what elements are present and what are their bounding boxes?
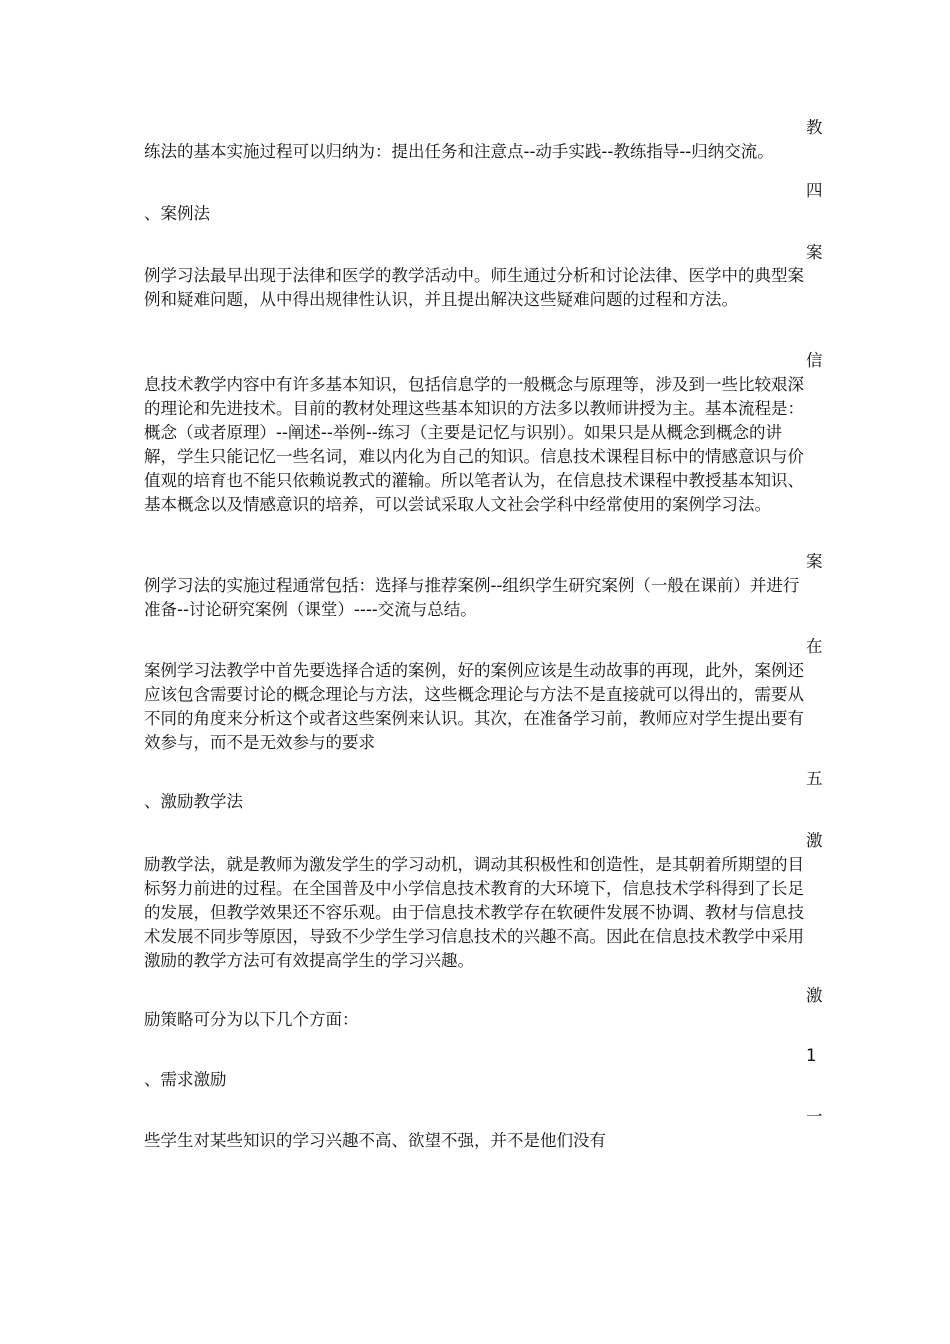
paragraph-lead-char: 四 [806, 181, 823, 200]
paragraph-lead-char: 激 [806, 831, 823, 850]
paragraph-lead-char: 1 [806, 1046, 817, 1065]
paragraph: 励策略可分为以下几个方面： [144, 1010, 359, 1029]
paragraph: 练法的基本实施过程可以归纳为：提出任务和注意点--动手实践--教练指导--归纳交流。 [144, 142, 774, 161]
paragraph: 例学习法最早出现于法律和医学的教学活动中。师生通过分析和讨论法律、医学中的典型案例和疑难问题，从中得出规律性认识，并且提出解决这些疑难问题的过程和方法。 [144, 266, 804, 309]
section-heading: 、案例法 [144, 204, 210, 223]
paragraph-lead-char: 五 [806, 769, 823, 788]
paragraph: 息技术教学内容中有许多基本知识，包括信息学的一般概念与原理等，涉及到一些比较艰深的理论和先进技术。目前的教材处理这些基本知识的方法多以教师讲授为主。基本流程是：概念（或者原理）--阐述--举例--练习（主要是记忆与识别）。如果只是从概念到概念的讲解，学生只能记忆一些名词，难以内化为自己的知识。信息技术课程目标中的情感意识与价值观的培育也不能只依赖说教式的灌输。所以笔者认为，在信息技术课程中教授基本知识、基本概念以及情感意识的培养，可以尝试采取人文社会学科中经常使用的案例学习法。 [144, 375, 804, 514]
paragraph-lead-char: 教 [806, 118, 823, 137]
section-heading: 、需求激励 [144, 1070, 227, 1089]
paragraph-lead-char: 案 [806, 552, 823, 571]
paragraph-lead-char: 在 [806, 637, 823, 656]
paragraph-lead-char: 案 [806, 243, 823, 262]
paragraph: 些学生对某些知识的学习兴趣不高、欲望不强，并不是他们没有 [144, 1131, 606, 1150]
paragraph-lead-char: 一 [806, 1107, 823, 1126]
section-heading: 、激励教学法 [144, 792, 243, 811]
paragraph: 励教学法，就是教师为激发学生的学习动机，调动其积极性和创造性，是其朝着所期望的目标努力前进的过程。在全国普及中小学信息技术教育的大环境下，信息技术学科得到了长足的发展，但教学效果还不容乐观。由于信息技术教学存在软硬件发展不协调、教材与信息技术发展不同步等原因，导致不少学生学习信息技术的兴趣不高。因此在信息技术教学中采用激励的教学方法可有效提高学生的学习兴趣。 [144, 855, 804, 970]
paragraph: 案例学习法教学中首先要选择合适的案例，好的案例应该是生动故事的再现，此外，案例还应该包含需要讨论的概念理论与方法，这些概念理论与方法不是直接就可以得出的，需要从不同的角度来分析这个或者这些案例来认识。其次，在准备学习前，教师应对学生提出要有效参与，而不是无效参与的要求 [144, 661, 804, 752]
paragraph: 例学习法的实施过程通常包括：选择与推荐案例--组织学生研究案例（一般在课前）并进行准备--讨论研究案例（课堂）----交流与总结。 [144, 576, 800, 619]
paragraph-lead-char: 激 [806, 986, 823, 1005]
paragraph-lead-char: 信 [806, 351, 823, 370]
